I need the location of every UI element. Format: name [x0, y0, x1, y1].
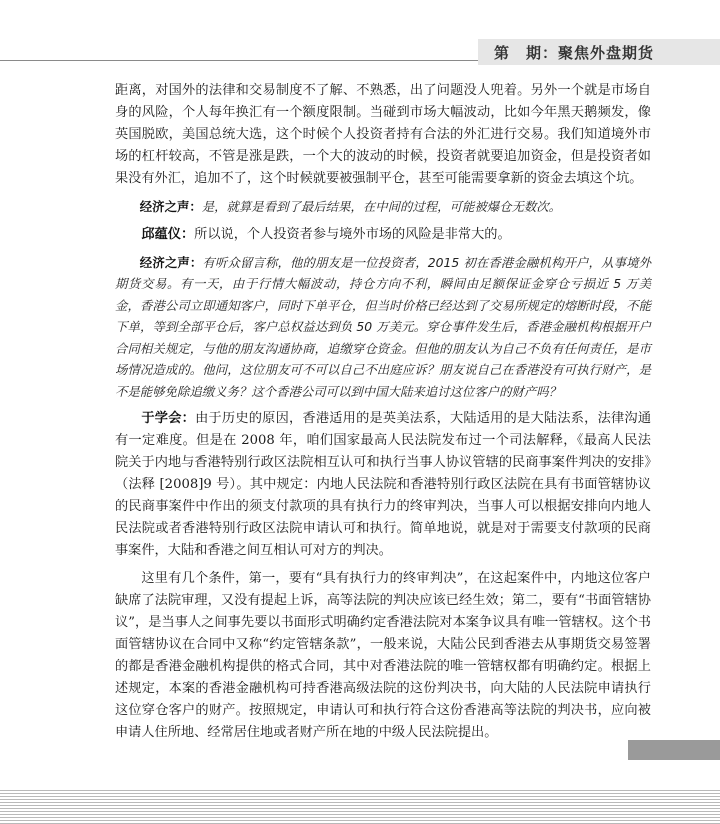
paragraph-host [115, 196, 651, 218]
paragraph-text: 是，就算是看到了最后结果，在中间的过程，可能被爆仓无数次。 [201, 199, 562, 214]
paragraph-guest [115, 224, 651, 246]
speaker-label: 邱蕴仪： [141, 226, 195, 242]
paragraph-host [115, 252, 651, 403]
paragraph-continuation [115, 568, 651, 744]
article-body [115, 80, 651, 750]
speaker-label: 于学会： [141, 411, 196, 426]
header-rule [0, 60, 478, 61]
running-header-title: 第 期：聚焦外盘期货 [494, 44, 655, 62]
paragraph-text: 有听众留言称，他的朋友是一位投资者，2015 初在香港金融机构开户，从事境外期货交易。有一天，由于行情大幅波动，持仓方向不利，瞬间由足额保证金穿仓亏损近 5 万美金，香港公司立即通知客户，同时下单平仓，但当时价格已经达到了交易所规定的熔断时段，不能下单，等到全部平仓后，客户总权益达到负 50 万美元。穿仓事件发生后，香港金融机构根据开户合同相关规定，与他的朋友沟通协商，追缴穿仓资金。但他的朋友认为自己不负有任何责任，是市场情况造成的。他问，这位朋友可不可以自己不出庭应诉？朋友说自己在香港没有可执行财产，是不是能够免除追缴义务？这个香港公司可以到中国大陆来追讨这位客户的财产吗？ [115, 254, 652, 399]
speaker-label: 经济之声： [139, 199, 202, 214]
paragraph-continuation [115, 80, 651, 190]
paragraph-text: 由于历史的原因，香港适用的是英美法系，大陆适用的是大陆法系，法律沟通有一定难度。但是在 2008 年，咱们国家最高人民法院发布过一个司法解释，《最高人民法院关于内地与香港特别行政区法院相互认可和执行当事人协议管辖的民商事案件判决的安排》（法释 [2008]9 号）。其中规定：内地人民法院和香港特别行政区法院在具有书面管辖协议的民商事案件中作出的须支付款项的具有执行力的终审判决，当事人可以根据安排向内地人民法院或者香港特别行政区法院申请认可和执行。简单地说，就是对于需要支付款项的民商事案件，大陆和香港之间互相认可对方的判决。 [115, 411, 652, 558]
paragraph-guest [115, 408, 651, 562]
paragraph-text: 距离，对国外的法律和交易制度不了解、不熟悉，出了问题没人兜着。另外一个就是市场自身的风险，个人每年换汇有一个额度限制。当碰到市场大幅波动，比如今年黑天鹅频发，像英国脱欧，美国总统大选，这个时候个人投资者持有合法的外汇进行交易。我们知道境外市场的杠杆较高，不管是涨是跌，一个大的波动的时候，投资者就要追加资金，但是投资者如果没有外汇，追加不了，这个时候就要被强制平仓，甚至可能需要拿新的资金去填这个坑。 [115, 83, 651, 186]
paragraph-text: 所以说，个人投资者参与境外市场的风险是非常大的。 [194, 226, 511, 242]
page-edge-tab [628, 740, 720, 760]
paragraph-text: 这里有几个条件，第一，要有“具有执行力的终审判决”，在这起案件中，内地这位客户缺席了法院审理，又没有提起上诉，高等法院的判决应该已经生效；第二，要有“书面管辖协议”，是当事人之间事先要以书面形式明确约定香港法院对本案争议具有唯一管辖权。这个书面管辖协议在合同中又称“约定管辖条款”，一般来说，大陆公民到香港去从事期货交易签署的都是香港金融机构提供的格式合同，其中对香港法院的唯一管辖权都有明确约定。根据上述规定，本案的香港金融机构可持香港高级法院的这份判决书，向大陆的人民法院申请执行这位穿仓客户的财产。按照规定，申请认可和执行符合这份香港高等法院的判决书，应向被申请人住所地、经常居住地或者财产所在地的中级人民法院提出。 [115, 571, 651, 740]
speaker-label: 经济之声： [139, 254, 203, 270]
footer-stripes [0, 790, 720, 824]
